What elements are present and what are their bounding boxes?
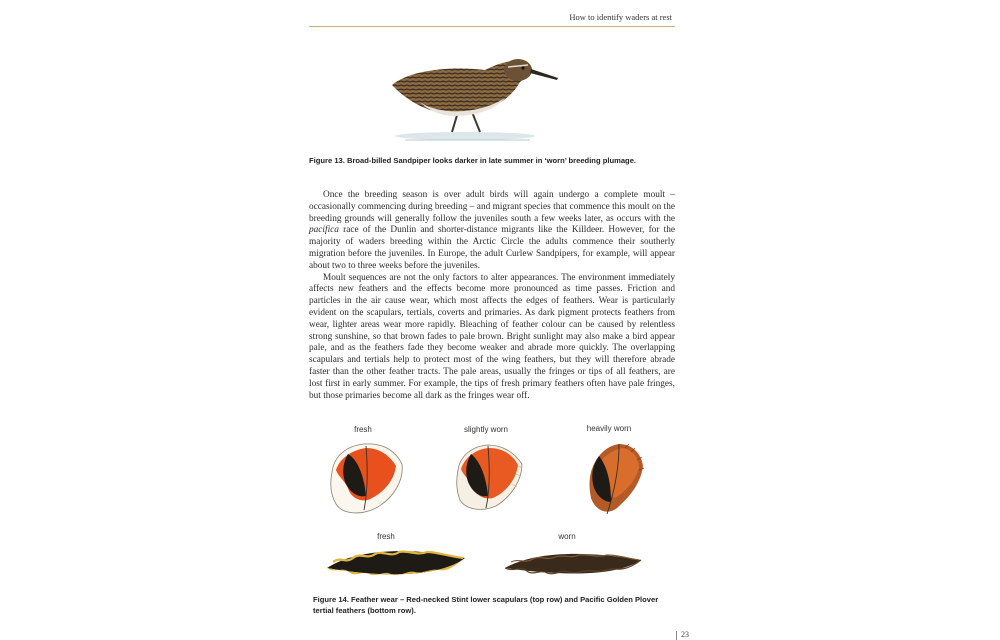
running-head: How to identify waders at rest bbox=[569, 12, 672, 22]
header-rule bbox=[309, 26, 675, 27]
figure-13-caption: Figure 13. Broad-billed Sandpiper looks darker in late summer in ‘worn’ breeding plumage. bbox=[309, 156, 637, 165]
label-fresh-bottom: fresh bbox=[377, 532, 395, 541]
feather-scapular-slightly-worn bbox=[452, 440, 526, 514]
sandpiper-illustration bbox=[380, 40, 580, 150]
label-heavily-worn: heavily worn bbox=[586, 424, 632, 433]
label-worn: worn bbox=[558, 532, 576, 541]
label-slightly-worn: slightly worn bbox=[463, 425, 508, 434]
page-number-rule bbox=[676, 631, 677, 640]
feather-scapular-fresh bbox=[328, 440, 406, 516]
label-fresh-top: fresh bbox=[354, 425, 372, 434]
paragraph-1: Once the breeding season is over adult birds will again undergo a complete moult – occasionally commencing during breeding – and migrant species that commence this moult on the breeding grounds will generally follow the juveniles south a few weeks later, as occurs with the pacifica race of the Dunlin and shorter-distance migrants like the Killdeer. However, for the majority of waders breeding within the Arctic Circle the adults commence their southerly migration before the juveniles. In Europe, the adult Curlew Sandpipers, for example, will appear about two to three weeks before the juveniles. bbox=[309, 190, 675, 271]
page-number: 23 bbox=[681, 630, 689, 639]
feather-scapular-heavily-worn bbox=[585, 438, 647, 518]
feather-tertial-fresh bbox=[325, 544, 467, 580]
body-text bbox=[309, 190, 675, 402]
figure-14-caption: Figure 14. Feather wear – Red-necked Stint lower scapulars (top row) and Pacific Golden Plover tertial feathers (bottom row). bbox=[313, 595, 659, 615]
feather-tertial-worn bbox=[503, 546, 643, 580]
paragraph-2: Moult sequences are not the only factors to alter appearances. The environment immediately affects new feathers and the effects become more pronounced as time passes. Friction and particles in the air cause wear, which most affects the edges of feathers. Wear is particularly evident on the scapulars, tertials, coverts and primaries. As dark pigment protects feathers from wear, lighter areas wear more rapidly. Bleaching of feather colour can be caused by relentless strong sunshine, so that brown fades to pale brown. Bright sunlight may also make a bird appear pale, and as the feathers fade they become weaker and abrade more quickly. The overlapping scapulars and tertials help to protect most of the wing feathers, but they will therefore abrade faster than the other feather tracts. The pale areas, usually the fringes or tips of all feathers, are lost first in early summer. For example, the tips of fresh primary feathers often have pale fringes, but those primaries become all dark as the fringes wear off. bbox=[309, 272, 675, 401]
